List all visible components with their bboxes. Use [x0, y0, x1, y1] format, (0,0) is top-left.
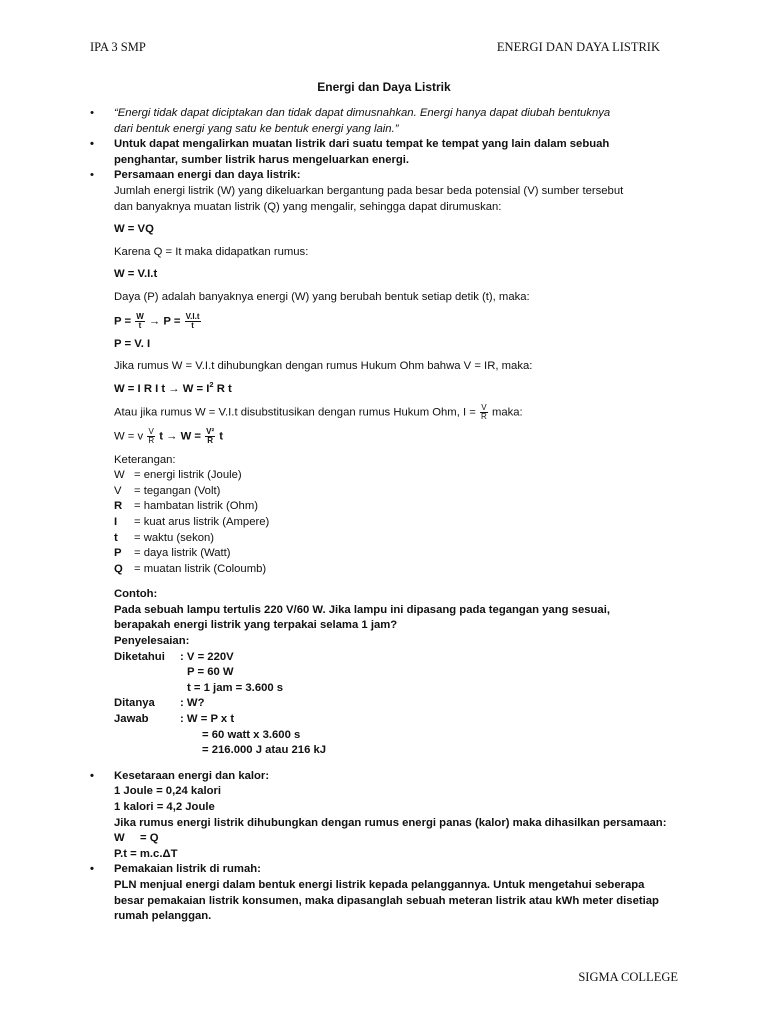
equations-paragraph-5-end: maka:	[491, 406, 523, 419]
heat-equivalence-heading: Kesetaraan energi dan kalor:	[114, 769, 270, 782]
equation-w-v: W = v	[114, 430, 144, 443]
document-title: Energi dan Daya Listrik	[317, 80, 451, 94]
home-usage-heading: Pemakaian listrik di rumah:	[114, 863, 261, 876]
legend-description: = waktu (sekon)	[134, 531, 215, 544]
equation-w-i2rt	[114, 382, 680, 398]
home-usage-line-1: PLN menjual energi dalam bentuk energi listrik kepada pelanggannya. Untuk mengetahui seberapa	[114, 878, 645, 891]
quote-line-1: “Energi tidak dapat diciptakan dan tidak dapat dimusnahkan. Energi hanya dapat diubah bentuknya	[114, 107, 611, 119]
header-right: ENERGI DAN DAYA LISTRIK	[496, 40, 660, 54]
calorie-to-joule: 1 kalori = 4,2 Joule	[114, 801, 215, 814]
document-body	[90, 106, 680, 925]
spacer	[114, 728, 202, 744]
equation-rt: R t	[216, 382, 232, 395]
legend-description: = hambatan listrik (Ohm)	[134, 500, 258, 513]
joule-to-calorie: 1 Joule = 0,24 kalori	[114, 785, 222, 798]
legend-symbol: t	[114, 531, 118, 544]
bullet-dot: •	[90, 769, 94, 782]
legend-symbol: P	[114, 547, 122, 560]
spacer	[114, 665, 187, 681]
equation-w: W	[114, 832, 125, 845]
superscript-two: 2	[209, 380, 214, 390]
legend-symbol: V	[114, 484, 122, 497]
legend-item	[114, 499, 680, 515]
equations-paragraph-3: Daya (P) adalah banyaknya energi (W) yang berubah bentuk setiap detik (t), maka:	[114, 290, 530, 303]
energy-source-bullet	[90, 137, 680, 168]
energy-source-line-1: Untuk dapat mengalirkan muatan listrik dari suatu tempat ke tempat yang lain dalam sebuah	[114, 138, 610, 151]
equation-w-vit: W = V.I.t	[114, 268, 158, 281]
quote-line-2: dari bentuk energi yang satu ke bentuk energi yang lain.”	[114, 122, 399, 135]
footer-brand: SIGMA COLLEGE	[578, 970, 678, 984]
fraction-w-over-t	[135, 313, 145, 330]
fraction-v-over-r	[480, 404, 488, 421]
answer-row-1	[114, 712, 680, 728]
legend-item	[114, 468, 680, 484]
quote-bullet	[90, 106, 680, 137]
equation-w-vq: W = VQ	[114, 223, 154, 236]
fraction-denominator: R	[207, 436, 214, 446]
fraction-numerator: W	[136, 311, 144, 321]
equation-t: t	[219, 430, 224, 443]
equations-paragraph-5-text: Atau jika rumus W = V.I.t disubstitusikan dengan rumus Hukum Ohm, I =	[114, 406, 476, 419]
legend-item	[114, 484, 680, 500]
bullet-dot: •	[90, 169, 94, 182]
answer-row-2	[114, 728, 680, 744]
legend-heading: Keterangan:	[114, 453, 176, 466]
legend-description: = daya listrik (Watt)	[134, 547, 231, 560]
fraction-numerator: V	[481, 403, 487, 413]
energy-source-line-2: penghantar, sumber listrik harus mengeluarkan energi.	[114, 153, 410, 166]
home-usage-bullet	[90, 862, 680, 924]
known-row-3	[114, 681, 680, 697]
solution-heading: Penyelesaian:	[114, 635, 190, 648]
legend-description: = kuat arus listrik (Ampere)	[134, 515, 270, 528]
legend-symbol: I	[114, 515, 118, 528]
equations-heading: Persamaan energi dan daya listrik:	[114, 169, 301, 182]
header-left: IPA 3 SMP	[90, 40, 146, 54]
equation-w-q	[114, 831, 680, 847]
heat-equivalence-bullet	[90, 769, 680, 863]
equation-power-lhs: P =	[114, 315, 132, 328]
equation-t-arrow: t →	[159, 430, 178, 443]
answer-row-3	[114, 743, 680, 759]
known-value: t = 1 jam = 3.600 s	[187, 681, 284, 694]
fraction-v2-over-r	[205, 428, 215, 445]
answer-value: = 60 watt x 3.600 s	[202, 728, 301, 741]
equation-p-vi: P = V. I	[114, 337, 151, 350]
example-question-line-2: berapakah energi listrik yang terpakai selama 1 jam?	[114, 619, 398, 632]
fraction-numerator: V²	[206, 427, 215, 437]
equation-w-v2rt	[114, 428, 680, 445]
example-question-line-1: Pada sebuah lampu tertulis 220 V/60 W. Jika lampu ini dipasang pada tegangan yang sesuai,	[114, 603, 610, 616]
equation-pt-mct: P.t = m.c.ΔT	[114, 847, 178, 860]
spacer	[114, 743, 202, 759]
fraction-vit-over-t	[185, 313, 201, 330]
known-row-1	[114, 650, 680, 666]
fraction-denominator: t	[138, 320, 142, 330]
legend-list	[114, 468, 680, 577]
fraction-denominator: t	[191, 320, 194, 330]
known-label: Diketahui	[114, 650, 165, 663]
known-value: : V = 220V	[180, 650, 234, 663]
legend-description: = muatan listrik (Coloumb)	[134, 562, 267, 575]
legend-symbol: R	[114, 500, 123, 513]
asked-value: : W?	[180, 697, 205, 710]
legend-item	[114, 562, 680, 578]
known-value: P = 60 W	[187, 666, 234, 679]
equation-w-i: W = I	[182, 382, 210, 395]
fraction-numerator: V	[148, 427, 154, 437]
answer-label: Jawab	[114, 713, 149, 726]
legend-item	[114, 515, 680, 531]
heat-equivalence-text: Jika rumus energi listrik dihubungkan dengan rumus energi panas (kalor) maka dihasilkan persamaan:	[114, 816, 667, 829]
known-row-2	[114, 665, 680, 681]
asked-label: Ditanya	[114, 697, 155, 710]
equation-q: = Q	[140, 832, 159, 845]
answer-value: = 216.000 J atau 216 kJ	[202, 744, 327, 757]
fraction-numerator: V.I.t	[185, 311, 200, 321]
equation-power-arrow: → P =	[148, 315, 181, 328]
home-usage-line-2: besar pemakaian listrik konsumen, maka dipasanglah sebuah meteran listrik atau kWh meter disetiap	[114, 894, 659, 907]
fraction-denominator: R	[148, 436, 155, 446]
legend-description: = tegangan (Volt)	[134, 484, 221, 497]
equations-paragraph-2: Karena Q = It maka didapatkan rumus:	[114, 245, 309, 258]
answer-value: : W = P x t	[180, 713, 235, 726]
equations-paragraph-5	[114, 404, 680, 421]
equations-paragraph-1-line-2: dan banyaknya muatan listrik (Q) yang mengalir, sehingga dapat dirumuskan:	[114, 200, 502, 213]
fraction-v-over-r-1	[147, 428, 155, 445]
equations-paragraph-1-line-1: Jumlah energi listrik (W) yang dikeluarkan bergantung pada besar beda potensial (V) sumber tersebut	[114, 184, 624, 197]
asked-row	[114, 696, 680, 712]
legend-item	[114, 546, 680, 562]
legend-symbol: W	[114, 469, 125, 482]
legend-description: = energi listrik (Joule)	[134, 469, 242, 482]
equations-bullet	[90, 168, 680, 758]
equation-w-irit: W = I R I t →	[114, 382, 180, 395]
equation-power	[114, 313, 680, 330]
spacer	[114, 681, 187, 697]
bullet-dot: •	[90, 138, 94, 151]
equation-w-equals: W =	[180, 430, 201, 443]
equations-paragraph-4: Jika rumus W = V.I.t dihubungkan dengan rumus Hukum Ohm bahwa V = IR, maka:	[114, 360, 533, 373]
fraction-denominator: R	[481, 412, 487, 422]
legend-symbol: Q	[114, 562, 123, 575]
example-heading: Contoh:	[114, 588, 158, 601]
bullet-dot: •	[90, 863, 94, 876]
legend-item	[114, 531, 680, 547]
home-usage-line-3: rumah pelanggan.	[114, 910, 212, 923]
bullet-dot: •	[90, 107, 94, 119]
